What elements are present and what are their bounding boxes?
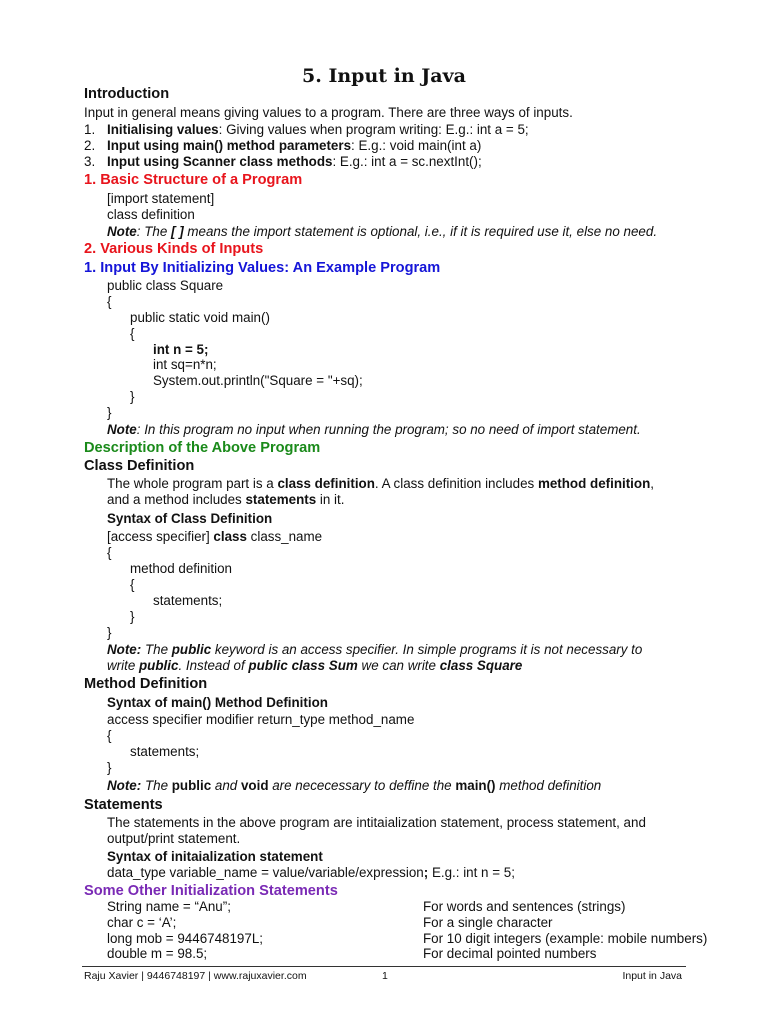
other-init-heading: Some Other Initialization Statements [84,883,338,899]
init-row: long mob = 9446748197L; For 10 digit integers (example: mobile numbers) [107,931,708,946]
section2-note: Note: In this program no input when running the program; so no need of import statement. [107,422,641,437]
page-title: 5. Input in Java [302,65,466,87]
class-note-line: write public. Instead of public class Sum we can write class Square [107,658,523,673]
code-line: public class Square [107,278,224,293]
code-line: int sq=n*n; [153,357,217,372]
paragraph-line: output/print statement. [107,831,241,846]
syntax-line: statements; [130,744,200,759]
syntax-line: access specifier modifier return_type method_name [107,712,415,727]
syntax-line: } [107,760,112,775]
structure-line: [import statement] [107,191,215,206]
statements-heading: Statements [84,797,163,813]
syntax-line: { [107,545,112,560]
syntax-line: { [107,728,112,743]
syntax-heading: Syntax of main() Method Definition [107,695,328,710]
code-line: } [107,405,112,420]
code-line: int n = 5; [153,342,209,357]
init-row: char c = ‘A’; For a single character [107,915,553,930]
paragraph-line: The whole program part is a class definition. A class definition includes method definition, [107,476,654,491]
method-definition-heading: Method Definition [84,676,208,692]
syntax-line: data_type variable_name = value/variable/expression; E.g.: int n = 5; [107,865,515,880]
footer-author: Raju Xavier | 9446748197 | www.rajuxavier.com [84,970,307,982]
footer-page-number: 1 [382,970,388,982]
code-line: } [130,389,135,404]
example-program-heading: 1. Input By Initializing Values: An Example Program [84,260,441,276]
syntax-line: [access specifier] class class_name [107,529,323,544]
introduction-heading: Introduction [84,86,170,102]
syntax-line: statements; [153,593,223,608]
code-line: System.out.println("Square = "+sq); [153,373,363,388]
footer-divider [82,966,686,967]
code-line: public static void main() [130,310,270,325]
code-line: { [130,326,135,341]
section2-heading: 2. Various Kinds of Inputs [84,241,264,257]
paragraph-line: and a method includes statements in it. [107,492,345,507]
paragraph-line: The statements in the above program are intitaialization statement, process statement, and [107,815,646,830]
intro-list-item: 1. Initialising values: Giving values when program writing: E.g.: int a = 5; [84,122,529,137]
section1-note: Note: The [ ] means the import statement is optional, i.e., if it is required use it, else no need. [107,224,658,239]
syntax-heading: Syntax of Class Definition [107,511,273,526]
description-heading: Description of the Above Program [84,440,321,456]
syntax-heading: Syntax of initaialization statement [107,849,323,864]
syntax-line: } [107,625,112,640]
structure-line: class definition [107,207,195,222]
init-row: String name = “Anu”; For words and sentences (strings) [107,899,626,914]
intro-list-item: 3. Input using Scanner class methods: E.g.: int a = sc.nextInt(); [84,154,482,169]
method-note: Note: The public and void are nececessary to deffine the main() method definition [107,778,602,793]
syntax-line: } [130,609,135,624]
class-note-line: Note: The public keyword is an access specifier. In simple programs it is not necessary to [107,642,643,657]
introduction-text: Input in general means giving values to a program. There are three ways of inputs. [84,105,573,120]
section1-heading: 1. Basic Structure of a Program [84,172,303,188]
init-row: double m = 98.5; For decimal pointed numbers [107,946,597,961]
syntax-line: { [130,577,135,592]
intro-list-item: 2. Input using main() method parameters: E.g.: void main(int a) [84,138,482,153]
syntax-line: method definition [130,561,232,576]
footer-document-title: Input in Java [622,970,682,982]
class-definition-heading: Class Definition [84,458,195,474]
code-line: { [107,294,112,309]
